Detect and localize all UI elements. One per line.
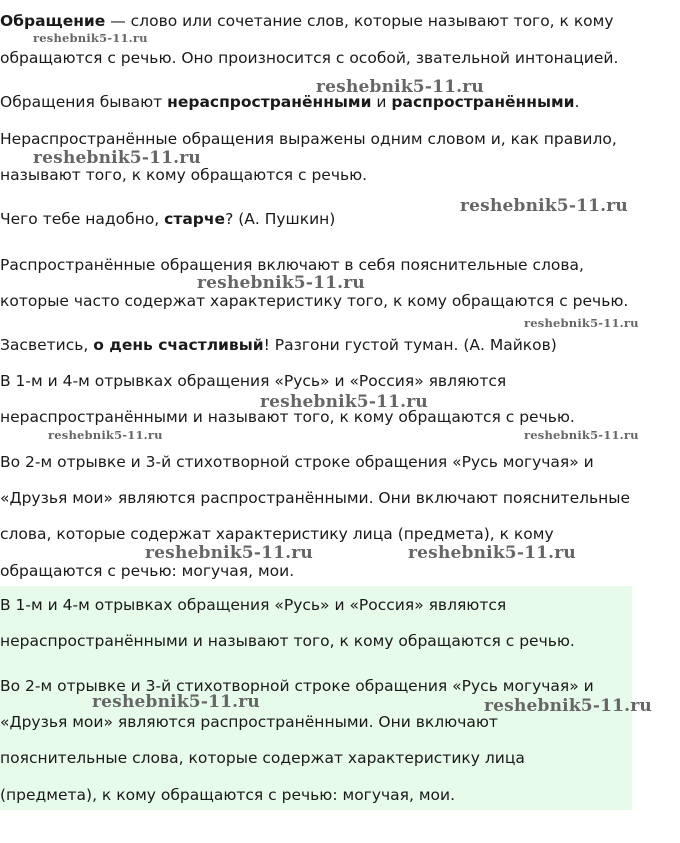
simple-appeal-line-2: называют того, к кому обращаются с речью. [0,166,368,184]
example-pushkin: Чего тебе надобно, старче? (А. Пушкин) [0,210,336,228]
watermark: reshebnik5-11.ru [260,392,428,412]
watermark: reshebnik5-11.ru [484,696,652,716]
answer-1-line-1: В 1-м и 4-м отрывках обращения «Русь» и «Россия» являются [0,372,507,390]
watermark: reshebnik5-11.ru [197,273,365,293]
types-line: Обращения бывают нераспространёнными и распространёнными. [0,93,580,111]
answer-2-line-1: Во 2-м отрывке и 3-й стихотворной строке обращения «Русь могучая» и [0,453,594,471]
answer-2-line-2: «Друзья мои» являются распространёнными. Они включают пояснительные [0,489,631,507]
highlight-1-line-1: В 1-м и 4-м отрывках обращения «Русь» и «Россия» являются [0,596,507,614]
watermark: reshebnik5-11.ru [316,77,484,97]
highlight-2-line-3: пояснительные слова, которые содержат характеристику лица [0,749,525,767]
simple-appeal-line-1: Нераспространённые обращения выражены одним словом и, как правило, [0,130,617,148]
watermark: reshebnik5-11.ru [33,148,201,168]
watermark: reshebnik5-11.ru [48,428,163,442]
highlight-2-line-2: «Друзья мои» являются распространёнными. Они включают [0,713,498,731]
answer-2-line-3: слова, которые содержат характеристику лица (предмета), к кому [0,525,554,543]
answer-1-line-2: нераспространёнными и называют того, к кому обращаются с речью. [0,408,575,426]
watermark: reshebnik5-11.ru [145,543,313,563]
watermark: reshebnik5-11.ru [524,428,639,442]
watermark: reshebnik5-11.ru [33,31,148,45]
definition-line-1: Обращение — слово или сочетание слов, которые называют того, к кому [0,12,614,30]
extended-appeal-line-1: Распространённые обращения включают в себя пояснительные слова, [0,256,584,274]
answer-2-line-4: обращаются с речью: могучая, мои. [0,562,295,580]
highlight-2-line-4: (предмета), к кому обращаются с речью: могучая, мои. [0,786,456,804]
watermark: reshebnik5-11.ru [460,196,628,216]
definition-line-2: обращаются с речью. Оно произносится с особой, звательной интонацией. [0,49,619,67]
term-appeal: Обращение [0,12,106,30]
extended-appeal-line-2: которые часто содержат характеристику того, к кому обращаются с речью. [0,292,629,310]
highlight-2-line-1: Во 2-м отрывке и 3-й стихотворной строке обращения «Русь могучая» и [0,677,594,695]
watermark: reshebnik5-11.ru [92,692,260,712]
watermark: reshebnik5-11.ru [524,316,639,330]
watermark: reshebnik5-11.ru [408,543,576,563]
example-maykov: Засветись, о день счастливый! Разгони густой туман. (А. Майков) [0,336,557,354]
highlight-1-line-2: нераспространёнными и называют того, к кому обращаются с речью. [0,632,575,650]
